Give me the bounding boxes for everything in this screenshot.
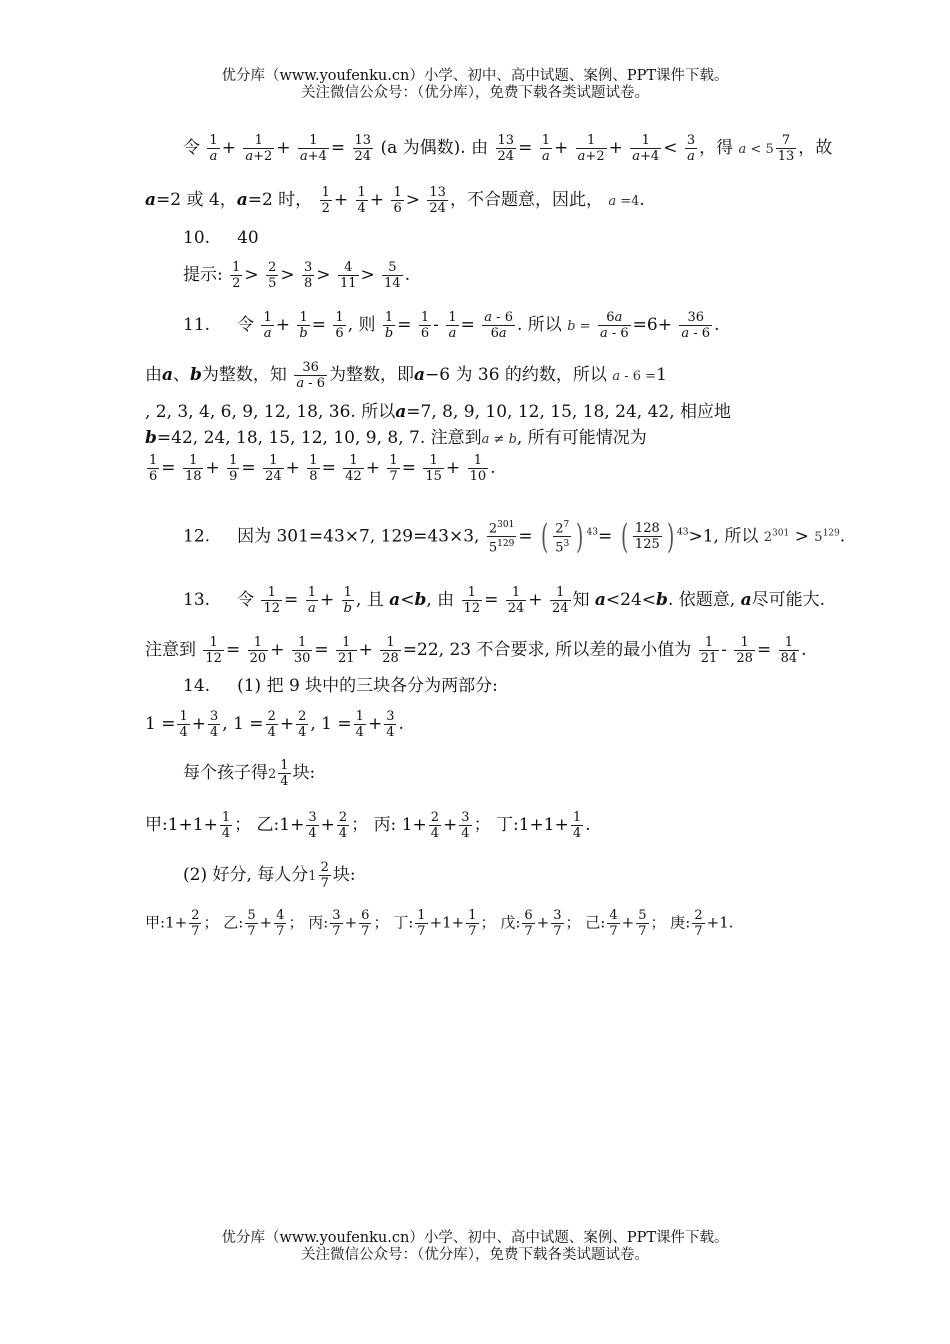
header-line-2: 关注微信公众号：（优分库），免费下载各类试题试卷。 xyxy=(301,85,649,101)
footer-line-1: 优分库（www.youfenku.cn）小学、初中、高中试题、案例、PPT课件下载。 xyxy=(221,1230,729,1246)
p11-line-3: , 2, 3, 4, 6, 9, 12, 18, 36. 所以a=7, 8, 9, 10, 12, 15, 18, 24, 42, 相应地 xyxy=(145,402,732,422)
footer-line-2: 关注微信公众号：（优分库），免费下载各类试题试卷。 xyxy=(301,1247,649,1263)
p11-solutions-line: $\frac{1}{6}$ = $\frac{1}{18}$ + $\frac{1}{9}$ = $\frac{1}{24}$ + $\frac{1}{8}$ = $\frac{1}{42}$ + $\frac{1}{7}$ = $\frac{1}{15}$ + $\frac{1}{10}$ . xyxy=(149,453,496,484)
page-header xyxy=(0,68,950,102)
p12-line: 12. 因为 301=43×7, 129=43×3, $\frac{2^{301}}{5^{129}}$ = ( $\frac{2^7}{5^3}$ ) $^{43}$= ( $\frac{128}{125}$ ) $^{43}$>1, 所以 $2^{301} > 5^{129}$. xyxy=(183,516,846,557)
p14-each-line: 每个孩子得2 $\frac{1}{4}$ 块: xyxy=(183,758,316,789)
p9-line-1: 令 $\frac{1}{a}$ + $\frac{1}{a+2}$ + $\frac{1}{a+4}$ = $\frac{13}{24}$ (a 为偶数). 由 $\frac{13}{24}$ = $\frac{1}{a}$ + $\frac{1}{a+2}$ + $\frac{1}{a+4}$ < $\frac{3}{a}$ ，得 a < 5 $\frac{7}{13}$ ，故 xyxy=(183,133,833,164)
page-footer xyxy=(0,1230,950,1264)
p11-line-1: 11. 令 $\frac{1}{a}$ + $\frac{1}{b}$ = $\frac{1}{6}$ , 则 $\frac{1}{b}$ = $\frac{1}{6}$ - $\frac{1}{a}$ = $\frac{a - 6}{6a}$ . 所以 b = $\frac{6a}{a - 6}$ =6+ $\frac{36}{a - 6}$ . xyxy=(183,310,720,341)
p9-line-2: a=2 或 4，a=2 时， $\frac{1}{2}$ + $\frac{1}{4}$ + $\frac{1}{6}$ > $\frac{13}{24}$ ，不合题意，因此， a =4. xyxy=(145,185,645,216)
p10-answer-line: 10. 40 xyxy=(183,228,259,248)
p10-hint-line: 提示: $\frac{1}{2}$ > $\frac{2}{5}$ > $\frac{3}{8}$ > $\frac{4}{11}$ > $\frac{5}{14}$ . xyxy=(183,260,411,291)
p14-split-line: 1 = $\frac{1}{4}$ + $\frac{3}{4}$ , 1 = $\frac{2}{4}$ + $\frac{2}{4}$ , 1 = $\frac{1}{4}$ + $\frac{3}{4}$ . xyxy=(145,709,404,740)
p14-line-1: 14. (1) 把 9 块中的三块各分为两部分: xyxy=(183,676,498,696)
p11-line-2: 由a、b为整数，知 $\frac{36}{a - 6}$ 为整数，即a−6 为 36 的约数，所以 a - 6 =1 xyxy=(145,360,667,391)
p14-part2-line: (2) 好分, 每人分1 $\frac{2}{7}$ 块: xyxy=(183,860,356,891)
p13-line-2: 注意到 $\frac{1}{12}$ = $\frac{1}{20}$ + $\frac{1}{30}$ = $\frac{1}{21}$ + $\frac{1}{28}$ =22, 23 不合要求, 所以差的最小值为 $\frac{1}{21}$ - $\frac{1}{28}$ = $\frac{1}{84}$ . xyxy=(145,635,807,666)
p14-distribution-1: 甲:1+1+ $\frac{1}{4}$ ； 乙:1+ $\frac{3}{4}$ + $\frac{2}{4}$ ； 丙: 1+ $\frac{2}{4}$ + $\frac{3}{4}$ ； 丁:1+1+ $\frac{1}{4}$ . xyxy=(145,810,591,841)
p11-line-4: b=42, 24, 18, 15, 12, 10, 9, 8, 7. 注意到a ≠ b, 所有可能情况为 xyxy=(145,428,647,448)
p14-distribution-2: 甲:1+ $\frac{2}{7}$ ； 乙: $\frac{5}{7}$ + $\frac{4}{7}$ ； 丙: $\frac{3}{7}$ + $\frac{6}{7}$ ； 丁: $\frac{1}{7}$ +1+ $\frac{1}{7}$ ； 戊: $\frac{6}{7}$ + $\frac{3}{7}$ ； 己: $\frac{4}{7}$ + $\frac{5}{7}$ ； 庚: $\frac{2}{7}$ +1. xyxy=(145,908,734,939)
header-line-1: 优分库（www.youfenku.cn）小学、初中、高中试题、案例、PPT课件下载。 xyxy=(221,68,729,84)
p13-line-1: 13. 令 $\frac{1}{12}$ = $\frac{1}{a}$ + $\frac{1}{b}$ , 且 a<b, 由 $\frac{1}{12}$ = $\frac{1}{24}$ + $\frac{1}{24}$ 知 a<24<b. 依题意, a尽可能大. xyxy=(183,585,825,616)
